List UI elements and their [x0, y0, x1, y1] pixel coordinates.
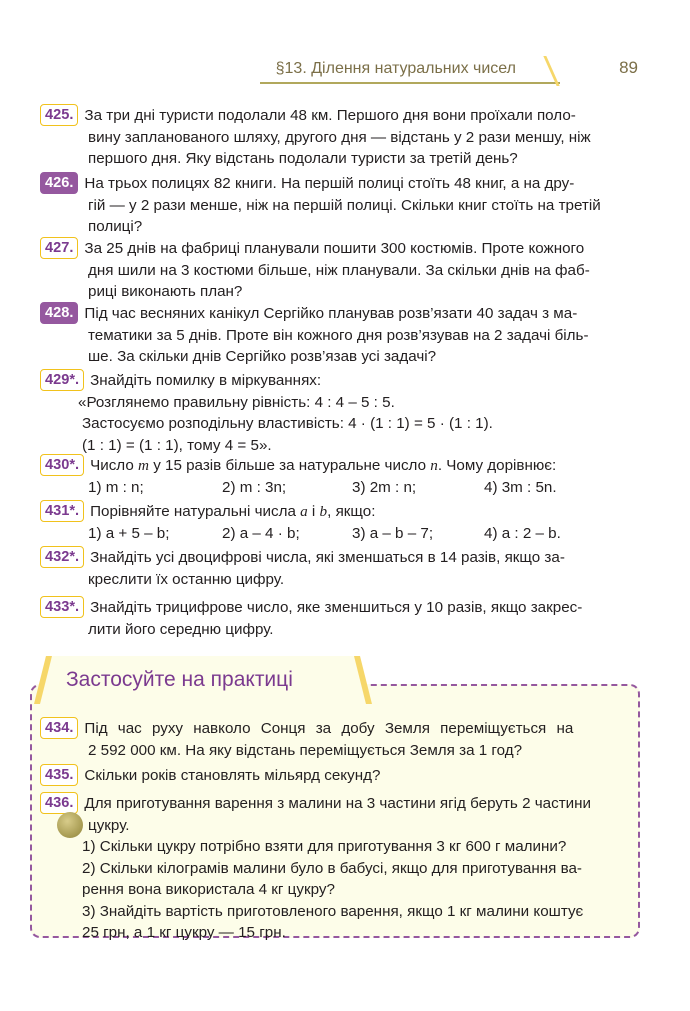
problem-text-line: «Розглянемо правильну рівність: 4 : 4 – 5 : 5. — [78, 393, 395, 411]
option-4: 4) 3m : 5n. — [484, 478, 557, 496]
problem-text-line: Під час весняних канікул Сергійко планував розв’язати 40 задач з ма- — [84, 305, 578, 322]
problem-intro: , якщо: — [327, 503, 376, 520]
decorative-dot-icon — [57, 812, 83, 838]
problem-text-line: 1) Скільки цукру потрібно взяти для приготування 3 кг 600 г малини? — [82, 838, 567, 855]
problem-number-badge: 435. — [40, 764, 78, 786]
problem-text-line: Знайдіть помилку в міркуваннях: — [90, 372, 322, 389]
problem-text-line: За 25 днів на фабриці планували пошити 300 костюмів. Проте кожного — [84, 240, 585, 257]
problem-text-line: гій — у 2 рази менше, ніж на першій полиці. Скільки книг стоїть на третій — [88, 196, 601, 214]
practice-section-title: Застосуйте на практиці — [66, 668, 293, 691]
variable-a: a — [300, 503, 308, 520]
problem-text-line: 2 592 000 км. На яку відстань переміщується Земля за 1 год? — [88, 741, 523, 759]
option-3: 3) a – b – 7; — [352, 524, 434, 542]
option-4: 4) a : 2 – b. — [484, 524, 561, 542]
problem-429 — [40, 369, 630, 456]
problem-number-badge: 428. — [40, 302, 78, 324]
section-title: §13. Ділення натуральних чисел — [275, 60, 516, 77]
problem-text-line: (1 : 1) = (1 : 1), тому 4 = 5». — [82, 436, 272, 454]
problem-text-line: Скільки років становлять мільярд секунд? — [84, 767, 381, 784]
problem-number-badge: 436. — [40, 792, 78, 814]
problem-number-badge: 427. — [40, 237, 78, 259]
variable-m: m — [138, 457, 149, 474]
problem-number-badge: 434. — [40, 717, 78, 739]
problem-427 — [40, 237, 630, 303]
problem-text-line: полиці? — [88, 218, 143, 235]
problem-number-badge: 432*. — [40, 546, 84, 568]
problem-text-line: рення вона використала 4 кг цукру? — [82, 881, 335, 898]
problem-number-badge: 425. — [40, 104, 78, 126]
problem-number-badge: 429*. — [40, 369, 84, 391]
variable-n: n — [430, 457, 438, 474]
problem-intro: Число — [90, 457, 138, 474]
option-2: 2) a – 4 · b; — [222, 524, 300, 542]
problem-431 — [40, 500, 630, 544]
problem-text-line: цукру. — [88, 816, 130, 834]
problem-number-badge: 426. — [40, 172, 78, 194]
option-1: 1) a + 5 – b; — [88, 524, 170, 542]
problem-text-line: 25 грн, а 1 кг цукру — 15 грн. — [82, 924, 286, 941]
option-1: 1) m : n; — [88, 478, 144, 496]
problem-number-badge: 431*. — [40, 500, 84, 522]
header-slash-decoration — [546, 56, 556, 84]
problem-text-line: риці виконають план? — [88, 283, 243, 300]
problem-428 — [40, 302, 630, 368]
variable-b: b — [319, 503, 328, 520]
problem-text-line: Знайдіть усі двоцифрові числа, які зменшаться в 14 разів, якщо за- — [90, 549, 565, 566]
page-number: 89 — [619, 58, 638, 77]
problem-text-line: 3) Знайдіть вартість приготовленого варення, якщо 1 кг малини коштує — [82, 902, 584, 920]
option-3: 3) 2m : n; — [352, 478, 417, 496]
problem-text-line: Під час руху навколо Сонця за добу Земля переміщується на — [84, 720, 574, 737]
problem-intro: у 15 разів більше за натуральне число — [148, 457, 431, 474]
page-header — [260, 56, 640, 86]
problem-number-badge: 433*. — [40, 596, 84, 618]
problem-432 — [40, 546, 630, 590]
problem-435 — [40, 764, 630, 787]
problem-intro: і — [307, 503, 320, 520]
problem-text-line: За три дні туристи подолали 48 км. Першого дня вони проїхали поло- — [84, 107, 576, 124]
problem-436 — [40, 792, 630, 944]
problem-text-line: Для приготування варення з малини на 3 частини ягід беруть 2 частини — [84, 795, 591, 812]
problem-text-line: Знайдіть трицифрове число, яке зменшиться у 10 разів, якщо закрес- — [90, 599, 583, 616]
problem-text-line: 2) Скільки кілограмів малини було в бабусі, якщо для приготування ва- — [82, 859, 582, 877]
problem-text-line: креслити їх останню цифру. — [88, 570, 285, 588]
problem-434 — [40, 717, 630, 761]
problem-text-line: Застосуємо розподільну властивість: 4 · (1 : 1) = 5 · (1 : 1). — [82, 415, 493, 432]
problem-text-line: дня шили на 3 костюми більше, ніж планували. За скільки днів на фаб- — [88, 261, 590, 279]
problem-text-line: ше. За скільки днів Сергійко розв’язав усі задачі? — [88, 348, 437, 365]
problem-text-line: лити його середню цифру. — [88, 620, 274, 638]
problem-430 — [40, 454, 630, 498]
problem-intro: . Чому дорівнює: — [437, 457, 557, 474]
problem-426 — [40, 172, 630, 238]
problem-text-line: тематики за 5 днів. Проте він кожного дня розв’язував на 2 задачі біль- — [88, 326, 589, 344]
option-2: 2) m : 3n; — [222, 478, 287, 496]
problem-425 — [40, 104, 630, 170]
problem-text-line: першого дня. Яку відстань подолали туристи за третій день? — [88, 150, 518, 167]
problem-number-badge: 430*. — [40, 454, 84, 476]
header-rule — [260, 82, 560, 84]
problem-433 — [40, 596, 630, 640]
problem-intro: Порівняйте натуральні числа — [90, 503, 301, 520]
problem-text-line: вину запланованого шляху, другого дня — відстань у 2 рази меншу, ніж — [88, 128, 591, 146]
problem-text-line: На трьох полицях 82 книги. На першій полиці стоїть 48 книг, а на дру- — [84, 175, 575, 192]
